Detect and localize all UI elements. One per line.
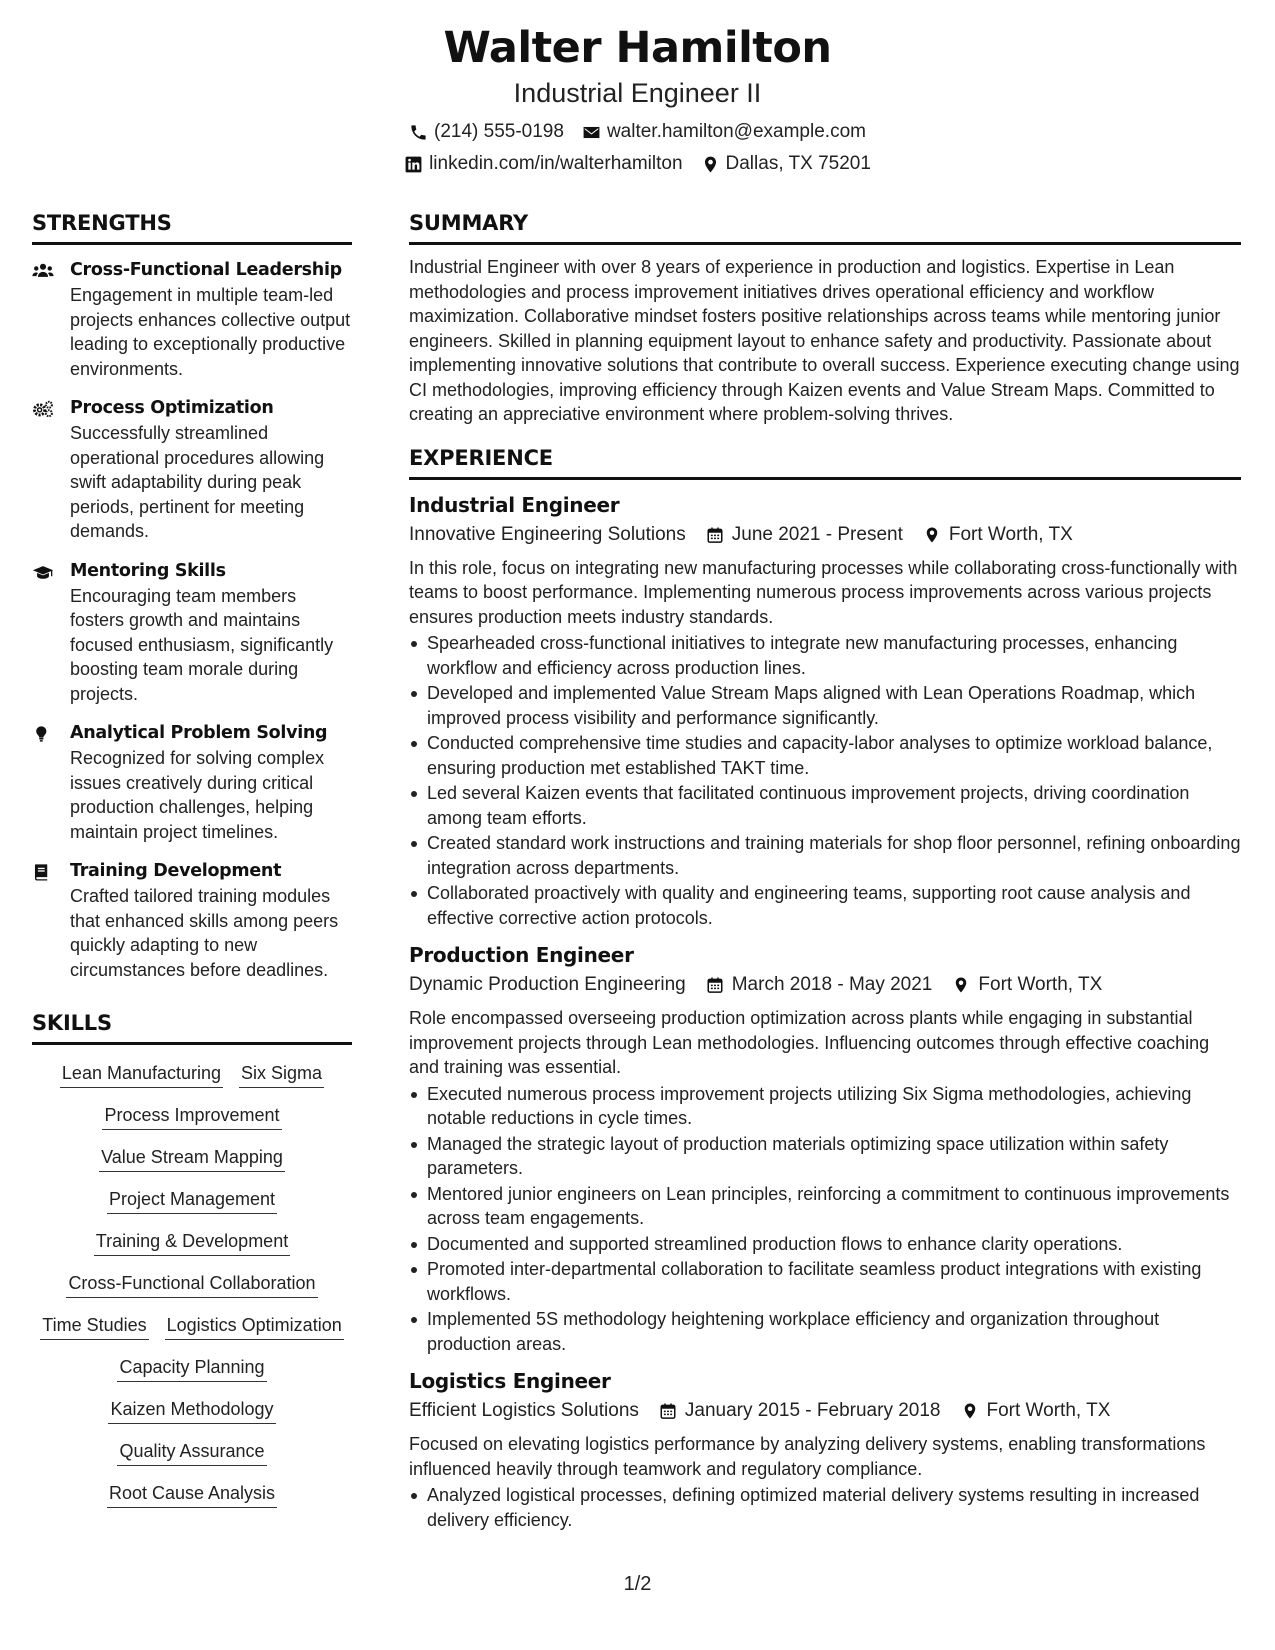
job-entry: [409, 490, 1241, 931]
map-pin-icon: [923, 526, 941, 544]
strength-title: Mentoring Skills: [70, 560, 226, 581]
bullet-item: Implemented 5S methodology heightening workplace efficiency and organization throughout production areas.: [409, 1307, 1241, 1356]
strength-item: [32, 858, 352, 982]
skills-heading: SKILLS: [32, 1010, 352, 1045]
strength-desc: Encouraging team members fosters growth and maintains focused enthusiasm, significantly boosting team morale during projects.: [70, 585, 334, 704]
bullet-item: Analyzed logistical processes, defining optimized material delivery systems resulting in increased delivery efficiency.: [409, 1483, 1241, 1532]
job-description: In this role, focus on integrating new manufacturing processes while collaborating cross-functionally with teams to boost performance. Implementing numerous process improvements across various projects ensures production meets industry standards.: [409, 557, 1238, 627]
candidate-role: Industrial Engineer II: [513, 78, 762, 108]
skill-tag: Logistics Optimization: [165, 1311, 344, 1340]
phone-text: (214) 555-0198: [434, 121, 564, 142]
email-text[interactable]: walter.hamilton@example.com: [606, 121, 866, 142]
skill-tag: Time Studies: [40, 1311, 148, 1340]
strength-title: Cross-Functional Leadership: [70, 260, 342, 280]
job-company: Innovative Engineering Solutions: [409, 523, 686, 545]
bullet-item: Led several Kaizen events that facilitated continuous improvement projects, driving coordination among team efforts.: [409, 781, 1241, 830]
contact-row-2: [0, 148, 1275, 180]
resume-header: [0, 20, 1275, 180]
job-meta: [409, 970, 1241, 1000]
graduation-cap-icon: [32, 562, 54, 582]
strength-title: Process Optimization: [70, 398, 274, 418]
bullet-item: Documented and supported streamlined production flows to enhance clarity operations.: [409, 1232, 1241, 1257]
skill-tag: Training & Development: [94, 1227, 290, 1256]
skill-tag: Lean Manufacturing: [60, 1059, 223, 1088]
job-description: Focused on elevating logistics performance by analyzing delivery systems, enabling transformations influenced heavily through teamwork and regulatory compliance.: [409, 1434, 1206, 1479]
strengths-list: [32, 257, 352, 982]
bullet-item: Spearheaded cross-functional initiatives to integrate new manufacturing processes, enhancing workflow and efficiency across production lines.: [409, 631, 1241, 680]
calendar-icon: [706, 976, 724, 994]
job-dates: March 2018 - May 2021: [731, 974, 933, 995]
calendar-icon: [659, 1402, 677, 1420]
right-column: [409, 210, 1241, 1533]
skill-tag: Cross-Functional Collaboration: [66, 1269, 317, 1298]
job-bullets: [409, 1483, 1241, 1532]
job-title: Industrial Engineer: [409, 492, 620, 517]
strength-desc: Successfully streamlined operational procedures allowing swift adaptability during peak periods, pertinent for meeting demands.: [70, 423, 325, 541]
job-entry: [409, 1366, 1241, 1532]
strength-item: [32, 257, 352, 381]
strength-title: Training Development: [70, 861, 282, 881]
strength-item: [32, 558, 352, 707]
linkedin-contact[interactable]: [404, 148, 682, 180]
map-pin-icon: [701, 155, 720, 174]
job-meta: [409, 520, 1241, 550]
job-company: Dynamic Production Engineering: [409, 974, 686, 995]
strength-desc: Recognized for solving complex issues creatively during critical production challenges, helping maintain project timelines.: [70, 748, 325, 842]
strength-item: [32, 395, 352, 544]
bullet-item: Mentored junior engineers on Lean principles, reinforcing a commitment to continuous improvements across team engagements.: [409, 1182, 1241, 1231]
skill-tag: Value Stream Mapping: [99, 1143, 285, 1172]
job-meta: [409, 1396, 1241, 1426]
job-bullets: [409, 1082, 1241, 1357]
bullet-item: Executed numerous process improvement projects utilizing Six Sigma methodologies, achieving notable reductions in cycle times.: [409, 1082, 1241, 1131]
skill-tag: Kaizen Methodology: [108, 1395, 275, 1424]
bullet-item: Managed the strategic layout of production materials optimizing space utilization within safety parameters.: [409, 1132, 1241, 1181]
phone-contact: [409, 116, 564, 148]
strength-title: Analytical Problem Solving: [70, 723, 328, 743]
skill-tag: Capacity Planning: [117, 1353, 266, 1382]
map-pin-icon: [952, 976, 970, 994]
bullet-item: Created standard work instructions and training materials for shop floor personnel, refining onboarding integration across departments.: [409, 831, 1241, 880]
candidate-name: Walter Hamilton: [443, 23, 832, 73]
skill-tag: Process Improvement: [102, 1101, 281, 1130]
left-column: [32, 210, 352, 1508]
strength-item: [32, 720, 352, 844]
lightbulb-icon: [32, 724, 54, 744]
job-location: Fort Worth, TX: [978, 974, 1103, 995]
location-contact: [701, 148, 871, 180]
book-icon: [32, 862, 54, 882]
job-location: Fort Worth, TX: [948, 523, 1073, 545]
strengths-heading: STRENGTHS: [32, 210, 352, 245]
summary-heading: SUMMARY: [409, 210, 1241, 245]
skill-tag: Six Sigma: [239, 1059, 324, 1088]
skills-list: [32, 1059, 352, 1508]
phone-icon: [409, 123, 428, 142]
job-dates: January 2015 - February 2018: [684, 1400, 941, 1421]
skill-tag: Root Cause Analysis: [107, 1479, 277, 1508]
skill-tag: Quality Assurance: [117, 1437, 266, 1466]
experience-heading: EXPERIENCE: [409, 445, 1241, 480]
job-dates: June 2021 - Present: [731, 523, 903, 545]
job-title: Logistics Engineer: [409, 1369, 611, 1393]
bullet-item: Conducted comprehensive time studies and capacity-labor analyses to optimize workload balance, ensuring production met established TAKT time.: [409, 731, 1241, 780]
strength-desc: Crafted tailored training modules that enhanced skills among peers quickly adapting to new circumstances before deadlines.: [70, 886, 339, 980]
contact-row-1: [0, 116, 1275, 148]
strength-desc: Engagement in multiple team-led projects enhances collective output leading to exceptionally productive environments.: [70, 285, 351, 379]
job-title: Production Engineer: [409, 943, 634, 967]
skill-tag: Project Management: [107, 1185, 277, 1214]
bullet-item: Developed and implemented Value Stream Maps aligned with Lean Operations Roadmap, which improved process visibility and performance significantly.: [409, 681, 1241, 730]
map-pin-icon: [961, 1402, 979, 1420]
email-contact[interactable]: [582, 116, 866, 148]
page-number: 1/2: [623, 1573, 652, 1595]
job-entry: [409, 940, 1241, 1356]
job-company: Efficient Logistics Solutions: [409, 1400, 639, 1421]
bullet-item: Collaborated proactively with quality and engineering teams, supporting root cause analysis and effective corrective action protocols.: [409, 881, 1241, 930]
job-location: Fort Worth, TX: [986, 1400, 1111, 1421]
job-bullets: [409, 631, 1241, 930]
gears-icon: [32, 399, 54, 419]
calendar-icon: [706, 526, 724, 544]
envelope-icon: [582, 123, 601, 142]
location-text: Dallas, TX 75201: [725, 153, 871, 174]
bullet-item: Promoted inter-departmental collaboration to facilitate seamless product integrations with existing workflows.: [409, 1257, 1241, 1306]
summary-text: Industrial Engineer with over 8 years of experience in production and logistics. Expertise in Lean methodologies and process improvement initiatives drives operational efficiency and workflow maximization. Collaborative mindset fosters positive relationships across teams while mentoring junior engineers. Skilled in planning equipment layout to enhance safety and productivity. Passionate about implementing innovative solutions that contribute to overall success. Experience executing change using CI methodologies, improving efficiency through Kaizen events and Value Stream Maps. Committed to creating an appreciative environment where problem-solving thrives.: [409, 257, 1240, 424]
linkedin-text[interactable]: linkedin.com/in/walterhamilton: [429, 153, 683, 174]
users-icon: [32, 261, 54, 281]
linkedin-icon: [404, 155, 423, 174]
job-description: Role encompassed overseeing production optimization across plants while engaging in substantial improvement projects through Lean methodologies. Influencing outcomes through effective coaching and training was essential.: [409, 1008, 1210, 1077]
